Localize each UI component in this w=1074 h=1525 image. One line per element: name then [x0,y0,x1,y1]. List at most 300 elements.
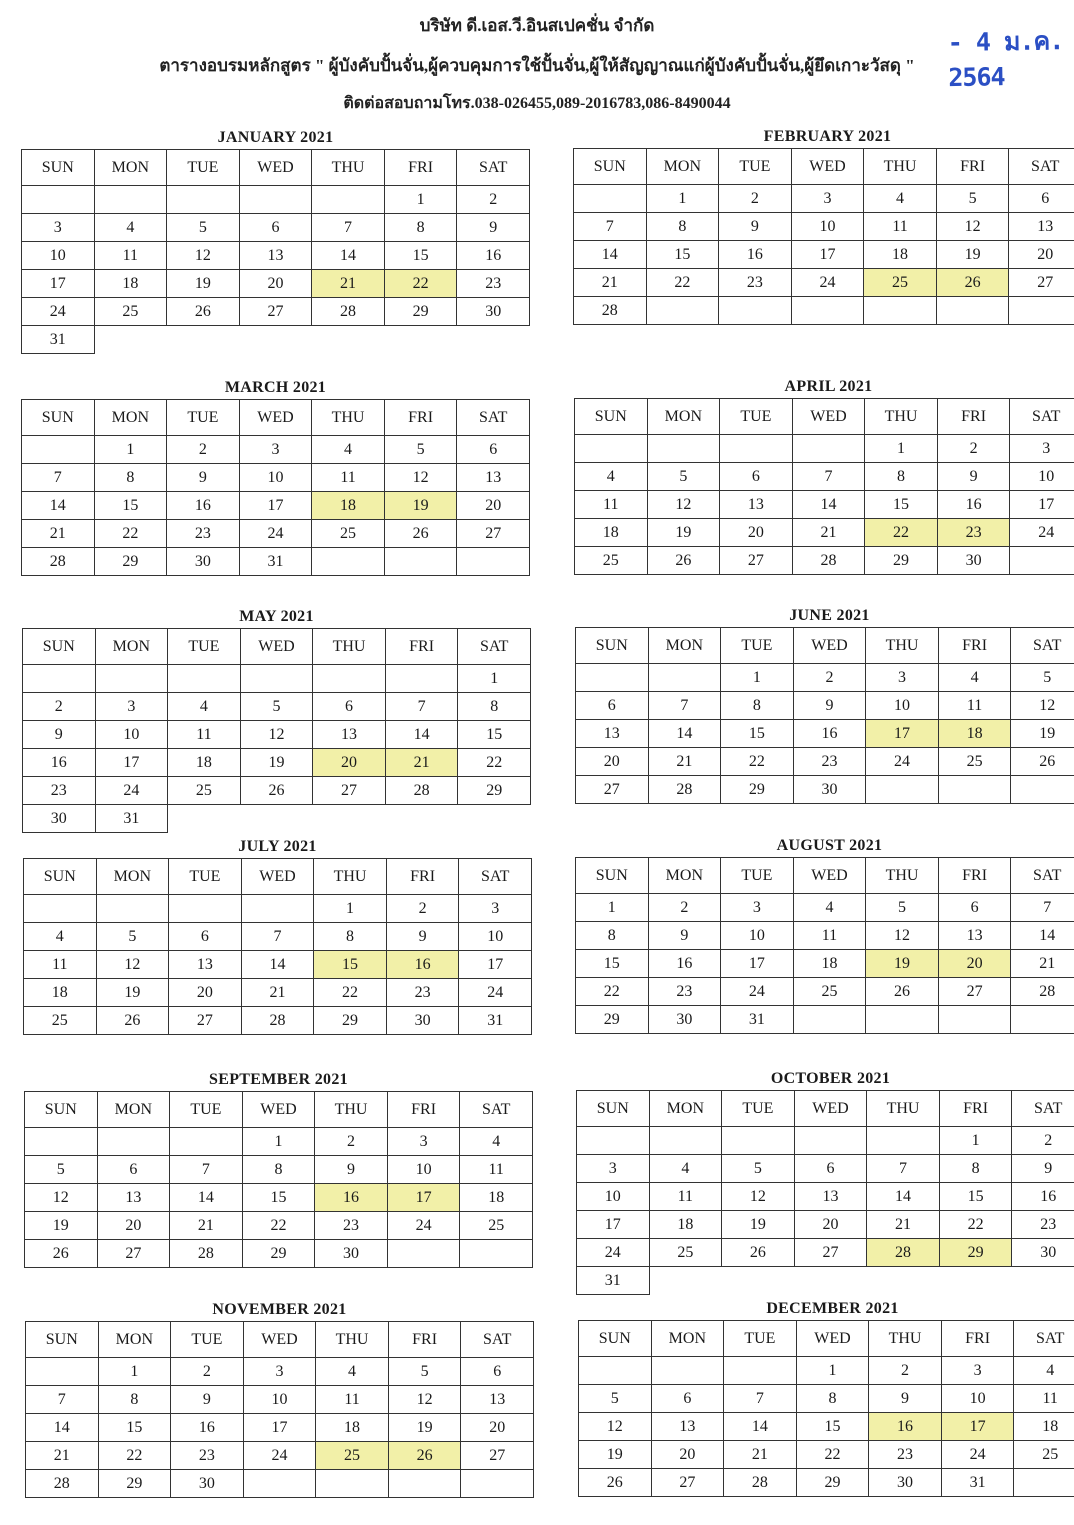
empty-cell [384,548,457,576]
day-cell: 23 [23,777,96,805]
empty-cell [241,895,314,923]
day-cell: 9 [719,213,792,241]
day-cell: 6 [938,894,1011,922]
day-cell: 27 [1009,269,1074,297]
empty-cell [167,326,240,354]
day-cell: 2 [869,1357,942,1385]
day-cell: 9 [793,692,866,720]
day-cell: 25 [24,1007,97,1035]
day-cell: 19 [96,979,169,1007]
day-cell: 19 [647,519,720,547]
month-table [24,1091,533,1268]
day-cell: 31 [459,1007,532,1035]
day-cell: 2 [937,435,1010,463]
week-row [577,1127,1074,1155]
empty-cell [458,805,531,833]
day-cell: 3 [22,214,95,242]
empty-cell [792,435,865,463]
weekday-header-row [576,628,1074,664]
day-cell: 7 [1011,894,1074,922]
day-cell: 20 [97,1212,170,1240]
week-row [23,805,531,833]
empty-cell [240,805,313,833]
empty-cell [385,805,458,833]
weekday-label: MON [96,859,169,895]
month-table [573,148,1074,325]
day-cell: 22 [98,1442,171,1470]
day-cell: 10 [721,922,794,950]
weekday-label: WED [242,1092,315,1128]
day-cell: 17 [577,1211,650,1239]
weekday-label: SAT [1012,1091,1074,1127]
empty-cell [647,435,720,463]
week-row [22,520,530,548]
day-cell: 3 [866,664,939,692]
day-cell: 5 [25,1156,98,1184]
weekday-label: WED [794,1091,867,1127]
day-cell: 18 [938,720,1011,748]
day-cell: 5 [384,436,457,464]
month-calendar [575,835,1074,1034]
day-cell: 9 [869,1385,942,1413]
day-cell: 24 [243,1442,316,1470]
day-cell: 9 [386,923,459,951]
weekday-label: MON [648,858,721,894]
day-cell: 13 [239,242,312,270]
weekday-label: FRI [387,1092,460,1128]
day-cell: 18 [864,241,937,269]
day-cell: 14 [724,1413,797,1441]
weekday-header-row [25,1092,533,1128]
day-cell: 3 [721,894,794,922]
weekday-label: MON [97,1092,170,1128]
day-cell: 26 [240,777,313,805]
week-row [574,269,1074,297]
week-row [25,1128,533,1156]
day-cell: 8 [576,922,649,950]
weekday-label: WED [793,628,866,664]
day-cell: 6 [576,692,649,720]
day-cell: 24 [1010,519,1074,547]
day-cell: 4 [575,463,648,491]
day-cell: 1 [242,1128,315,1156]
day-cell: 30 [386,1007,459,1035]
empty-cell [938,776,1011,804]
empty-cell [457,548,530,576]
day-cell: 15 [94,492,167,520]
day-cell: 10 [941,1385,1014,1413]
day-cell: 20 [1009,241,1074,269]
day-cell: 27 [720,547,793,575]
day-cell: 17 [721,950,794,978]
day-cell: 15 [646,241,719,269]
weekday-label: THU [315,1092,388,1128]
day-cell: 29 [796,1469,869,1497]
day-cell: 3 [387,1128,460,1156]
day-cell: 10 [459,923,532,951]
weekday-label: SAT [458,629,531,665]
day-cell: 2 [315,1128,388,1156]
day-cell: 12 [384,464,457,492]
day-cell: 14 [22,492,95,520]
weekday-label: TUE [720,399,793,435]
day-cell: 16 [171,1414,244,1442]
empty-cell [574,185,647,213]
weekday-label: SAT [1010,399,1074,435]
day-cell: 5 [647,463,720,491]
week-row [22,436,530,464]
empty-cell [719,297,792,325]
week-row [22,298,530,326]
weekday-label: THU [865,399,938,435]
weekday-label: SAT [459,859,532,895]
day-cell: 6 [313,693,386,721]
day-cell: 14 [792,491,865,519]
weekday-header-row [577,1091,1074,1127]
day-cell: 3 [941,1357,1014,1385]
day-cell: 1 [796,1357,869,1385]
day-cell: 8 [646,213,719,241]
day-cell: 30 [937,547,1010,575]
day-cell: 19 [167,270,240,298]
day-cell: 14 [574,241,647,269]
day-cell: 2 [648,894,721,922]
day-cell: 28 [385,777,458,805]
month-calendar [576,1068,1074,1295]
week-row [25,1212,533,1240]
day-cell: 4 [460,1128,533,1156]
day-cell: 2 [167,436,240,464]
weekday-header-row [26,1322,534,1358]
day-cell: 2 [171,1358,244,1386]
day-cell: 18 [649,1211,722,1239]
empty-cell [25,1128,98,1156]
month-calendar [23,836,532,1035]
day-cell: 22 [458,749,531,777]
day-cell: 31 [239,548,312,576]
day-cell: 15 [98,1414,171,1442]
month-title: MARCH 2021 [224,379,327,396]
day-cell: 13 [461,1386,534,1414]
day-cell: 29 [94,548,167,576]
weekday-label: TUE [721,628,794,664]
day-cell: 16 [386,951,459,979]
day-cell: 21 [724,1441,797,1469]
day-cell: 7 [26,1386,99,1414]
day-cell: 16 [1012,1183,1074,1211]
day-cell: 28 [26,1470,99,1498]
day-cell: 5 [1011,664,1074,692]
day-cell: 8 [384,214,457,242]
day-cell: 10 [577,1183,650,1211]
day-cell: 10 [791,213,864,241]
day-cell: 30 [1012,1239,1074,1267]
day-cell: 5 [96,923,169,951]
weekday-label: TUE [724,1321,797,1357]
day-cell: 13 [794,1183,867,1211]
day-cell: 23 [457,270,530,298]
day-cell: 11 [94,242,167,270]
day-cell: 12 [167,242,240,270]
weekday-label: WED [241,859,314,895]
day-cell: 29 [314,1007,387,1035]
day-cell: 12 [388,1386,461,1414]
day-cell: 18 [793,950,866,978]
day-cell: 12 [936,213,1009,241]
week-row [22,186,530,214]
day-cell: 18 [575,519,648,547]
weekday-header-row [24,859,532,895]
day-cell: 7 [312,214,385,242]
weekday-label: SUN [24,859,97,895]
empty-cell [575,435,648,463]
day-cell: 13 [313,721,386,749]
day-cell: 7 [574,213,647,241]
weekday-label: FRI [386,859,459,895]
day-cell: 16 [937,491,1010,519]
weekday-label: SUN [574,149,647,185]
weekday-label: MON [94,150,167,186]
weekday-label: FRI [936,149,1009,185]
week-row [22,242,530,270]
day-cell: 6 [169,923,242,951]
day-cell: 11 [312,464,385,492]
week-row [574,185,1074,213]
empty-cell [724,1357,797,1385]
weekday-label: TUE [171,1322,244,1358]
day-cell: 21 [574,269,647,297]
month-title: DECEMBER 2021 [766,1300,899,1317]
day-cell: 24 [459,979,532,1007]
day-cell: 6 [461,1358,534,1386]
day-cell: 31 [721,1006,794,1034]
day-cell: 21 [170,1212,243,1240]
day-cell: 6 [1009,185,1074,213]
month-calendar [22,606,531,833]
empty-cell [313,665,386,693]
day-cell: 25 [864,269,937,297]
week-row [576,776,1074,804]
day-cell: 28 [867,1239,940,1267]
month-title: JUNE 2021 [789,607,870,624]
day-cell: 27 [576,776,649,804]
day-cell: 9 [937,463,1010,491]
day-cell: 22 [939,1211,1012,1239]
day-cell: 17 [1010,491,1074,519]
day-cell: 3 [1010,435,1074,463]
weekday-label: MON [95,629,168,665]
day-cell: 30 [23,805,96,833]
week-row [26,1358,534,1386]
day-cell: 5 [722,1155,795,1183]
weekday-label: MON [651,1321,724,1357]
day-cell: 11 [938,692,1011,720]
day-cell: 17 [791,241,864,269]
empty-cell [791,297,864,325]
day-cell: 2 [457,186,530,214]
day-cell: 18 [1014,1413,1074,1441]
day-cell: 29 [721,776,794,804]
weekday-label: WED [240,629,313,665]
day-cell: 15 [721,720,794,748]
day-cell: 17 [95,749,168,777]
day-cell: 11 [1014,1385,1074,1413]
day-cell: 20 [169,979,242,1007]
day-cell: 15 [458,721,531,749]
week-row [576,978,1074,1006]
course-title: ตารางอบรมหลักสูตร " ผู้บังคับปั้นจั่น,ผู้ควบคุมการใช้ปั้นจั่น,ผู้ให้สัญญาณแก่ผู้บังคับปั้นจั่น,ผู้ยึดเกาะวัสดุ " [159,56,915,75]
empty-cell [864,297,937,325]
month-table [576,1090,1074,1295]
day-cell: 8 [796,1385,869,1413]
week-row [24,1007,532,1035]
day-cell: 5 [866,894,939,922]
week-row [575,519,1074,547]
week-row [574,241,1074,269]
day-cell: 6 [97,1156,170,1184]
weekday-label: WED [792,399,865,435]
week-row [575,491,1074,519]
weekday-label: SUN [577,1091,650,1127]
empty-cell [24,895,97,923]
day-cell: 15 [576,950,649,978]
day-cell: 1 [384,186,457,214]
day-cell: 17 [866,720,939,748]
day-cell: 4 [938,664,1011,692]
day-cell: 2 [23,693,96,721]
weekday-label: MON [648,628,721,664]
day-cell: 22 [94,520,167,548]
empty-cell [577,1127,650,1155]
day-cell: 13 [169,951,242,979]
month-title: OCTOBER 2021 [770,1070,891,1087]
empty-cell [936,297,1009,325]
month-calendar [574,376,1074,575]
day-cell: 5 [167,214,240,242]
week-row [579,1413,1074,1441]
weekday-label: WED [791,149,864,185]
day-cell: 29 [939,1239,1012,1267]
day-cell: 19 [579,1441,652,1469]
empty-cell [1009,297,1074,325]
month-calendar [575,605,1074,804]
day-cell: 9 [23,721,96,749]
week-row [22,492,530,520]
day-cell: 10 [387,1156,460,1184]
empty-cell [461,1470,534,1498]
day-cell: 22 [576,978,649,1006]
day-cell: 21 [867,1211,940,1239]
day-cell: 31 [95,805,168,833]
week-row [23,693,531,721]
day-cell: 19 [866,950,939,978]
day-cell: 24 [387,1212,460,1240]
weekday-label: FRI [384,150,457,186]
weekday-label: MON [649,1091,722,1127]
day-cell: 3 [459,895,532,923]
empty-cell [97,1128,170,1156]
day-cell: 5 [388,1358,461,1386]
month-table [21,399,530,576]
day-cell: 1 [939,1127,1012,1155]
day-cell: 25 [312,520,385,548]
day-cell: 27 [457,520,530,548]
weekday-label: WED [239,150,312,186]
day-cell: 6 [720,463,793,491]
day-cell: 26 [1011,748,1074,776]
day-cell: 19 [936,241,1009,269]
day-cell: 7 [385,693,458,721]
weekday-label: WED [796,1321,869,1357]
day-cell: 29 [98,1470,171,1498]
day-cell: 21 [26,1442,99,1470]
weekday-label: THU [312,150,385,186]
empty-cell [722,1127,795,1155]
day-cell: 24 [577,1239,650,1267]
empty-cell [1014,1469,1074,1497]
day-cell: 6 [457,436,530,464]
day-cell: 5 [240,693,313,721]
day-cell: 1 [98,1358,171,1386]
day-cell: 4 [316,1358,389,1386]
day-cell: 7 [22,464,95,492]
day-cell: 15 [865,491,938,519]
day-cell: 21 [1011,950,1074,978]
day-cell: 9 [648,922,721,950]
month-table [575,857,1074,1034]
day-cell: 11 [793,922,866,950]
day-cell: 8 [939,1155,1012,1183]
day-cell: 20 [720,519,793,547]
day-cell: 14 [241,951,314,979]
day-cell: 1 [646,185,719,213]
day-cell: 18 [94,270,167,298]
day-cell: 21 [792,519,865,547]
day-cell: 27 [794,1239,867,1267]
day-cell: 26 [579,1469,652,1497]
empty-cell [866,1006,939,1034]
empty-cell [388,1470,461,1498]
week-row [22,548,530,576]
day-cell: 8 [721,692,794,720]
week-row [26,1442,534,1470]
empty-cell [1011,1006,1074,1034]
day-cell: 1 [458,665,531,693]
empty-cell [1012,1267,1074,1295]
day-cell: 23 [869,1441,942,1469]
weekday-label: SAT [457,150,530,186]
day-cell: 21 [22,520,95,548]
day-cell: 4 [793,894,866,922]
week-row [576,922,1074,950]
month-calendar [24,1069,533,1268]
empty-cell [649,1127,722,1155]
empty-cell [576,664,649,692]
weekday-label: SAT [1014,1321,1074,1357]
day-cell: 23 [1012,1211,1074,1239]
weekday-label: SAT [1011,628,1074,664]
day-cell: 14 [170,1184,243,1212]
weekday-label: FRI [938,858,1011,894]
empty-cell [1011,776,1074,804]
weekday-label: SUN [23,629,96,665]
empty-cell [460,1240,533,1268]
weekday-label: THU [312,400,385,436]
day-cell: 25 [938,748,1011,776]
day-cell: 17 [243,1414,316,1442]
day-cell: 22 [865,519,938,547]
day-cell: 25 [316,1442,389,1470]
